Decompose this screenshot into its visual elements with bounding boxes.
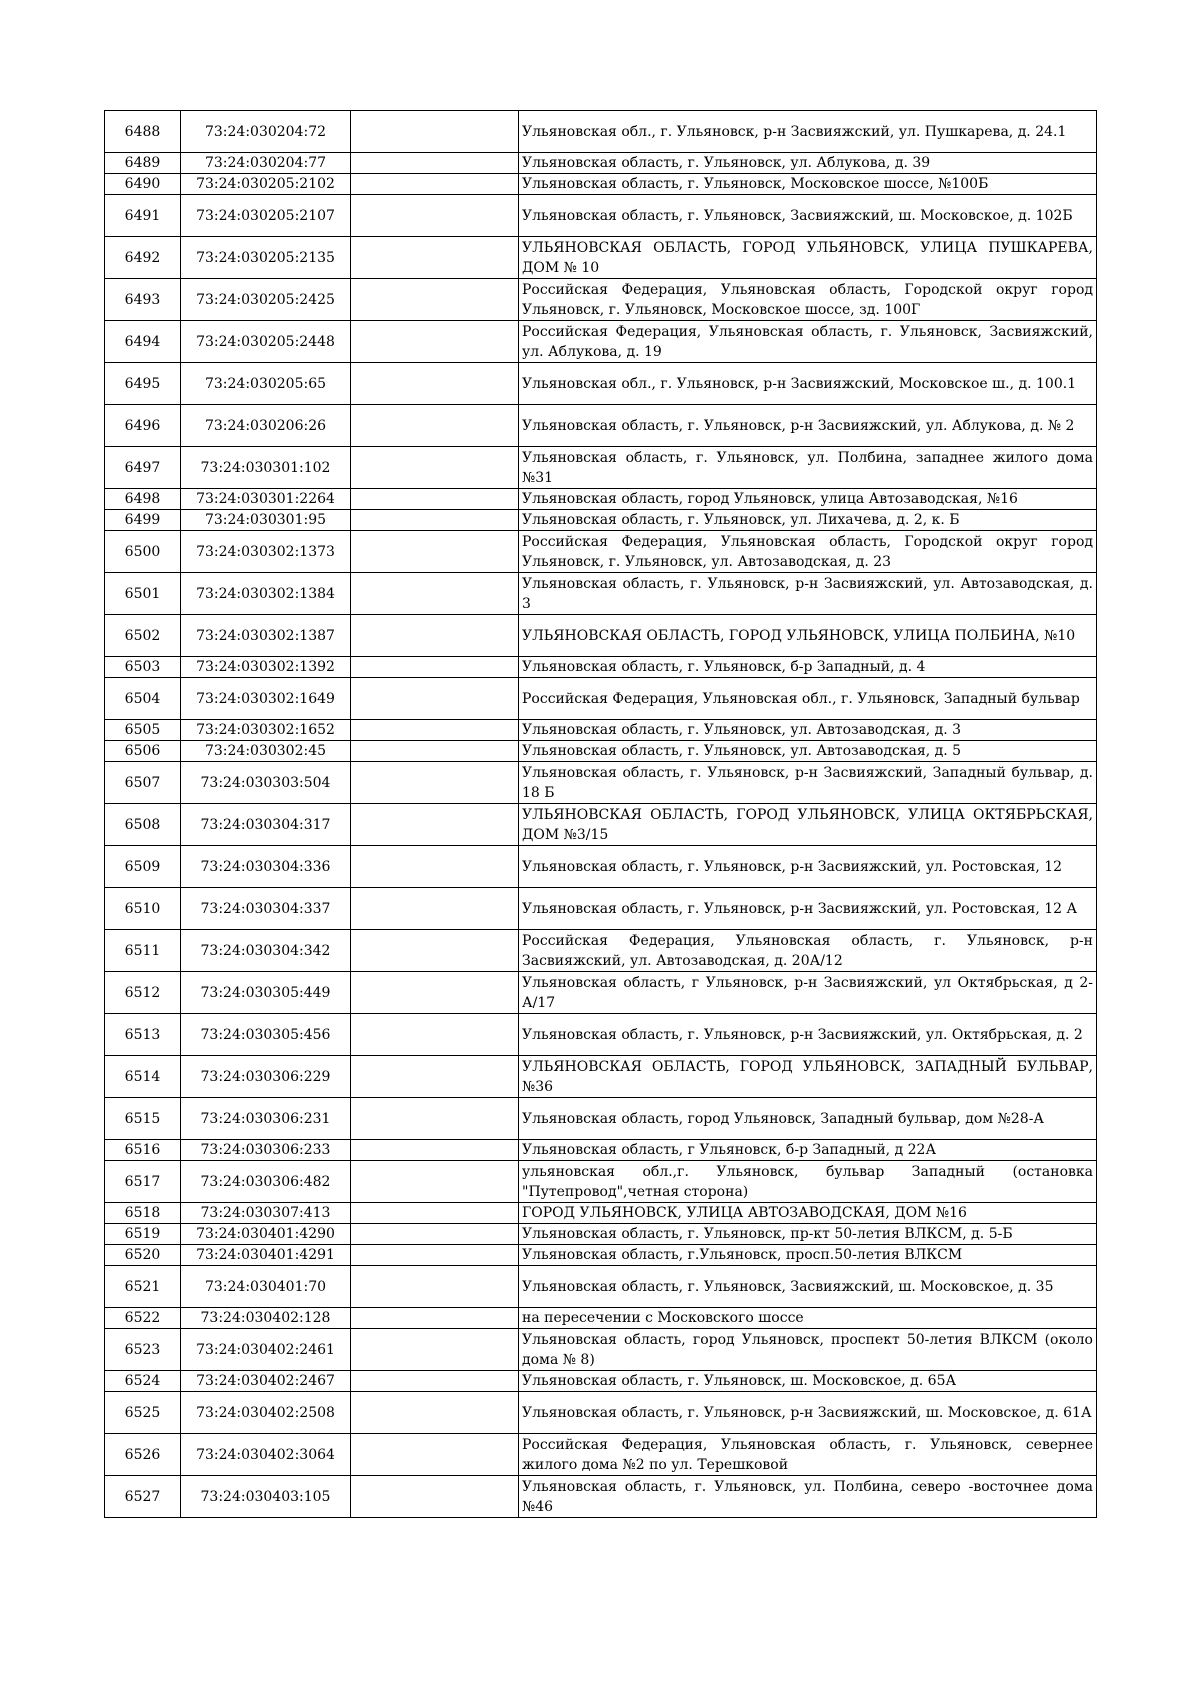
table-row: [105, 489, 1097, 510]
empty-cell: [351, 573, 519, 615]
cadastral-number-cell: 73:24:030302:1384: [181, 573, 351, 615]
address-cell: Ульяновская обл., г. Ульяновск, р-н Засвияжский, ул. Пушкарева, д. 24.1: [519, 111, 1097, 153]
table-row: [105, 237, 1097, 279]
empty-cell: [351, 762, 519, 804]
row-number-cell: 6509: [105, 846, 181, 888]
table-row: [105, 846, 1097, 888]
address-cell: Ульяновская область, г. Ульяновск, р-н Засвияжский, ул. Ростовская, 12 А: [519, 888, 1097, 930]
row-number-cell: 6498: [105, 489, 181, 510]
row-number-cell: 6497: [105, 447, 181, 489]
empty-cell: [351, 363, 519, 405]
empty-cell: [351, 1245, 519, 1266]
cadastral-number-cell: 73:24:030401:4290: [181, 1224, 351, 1245]
table-row: [105, 531, 1097, 573]
cadastral-number-cell: 73:24:030402:2508: [181, 1392, 351, 1434]
table-row: [105, 888, 1097, 930]
empty-cell: [351, 804, 519, 846]
empty-cell: [351, 1056, 519, 1098]
row-number-cell: 6494: [105, 321, 181, 363]
address-cell: Российская Федерация, Ульяновская область, г. Ульяновск, севернее жилого дома №2 по ул. Терешковой: [519, 1434, 1097, 1476]
empty-cell: [351, 405, 519, 447]
cadastral-number-cell: 73:24:030205:2102: [181, 174, 351, 195]
address-cell: Ульяновская область, г. Ульяновск, р-н Засвияжский, ул. Октябрьская, д. 2: [519, 1014, 1097, 1056]
address-cell: УЛЬЯНОВСКАЯ ОБЛАСТЬ, ГОРОД УЛЬЯНОВСК, ЗАПАДНЫЙ БУЛЬВАР, №36: [519, 1056, 1097, 1098]
row-number-cell: 6508: [105, 804, 181, 846]
empty-cell: [351, 510, 519, 531]
table-row: [105, 279, 1097, 321]
cadastral-number-cell: 73:24:030303:504: [181, 762, 351, 804]
row-number-cell: 6513: [105, 1014, 181, 1056]
empty-cell: [351, 195, 519, 237]
empty-cell: [351, 615, 519, 657]
address-cell: Ульяновская область, г. Ульяновск, б-р Западный, д. 4: [519, 657, 1097, 678]
cadastral-number-cell: 73:24:030304:342: [181, 930, 351, 972]
row-number-cell: 6523: [105, 1329, 181, 1371]
cadastral-number-cell: 73:24:030304:336: [181, 846, 351, 888]
address-cell: Российская Федерация, Ульяновская область, Городской округ город Ульяновск, г. Ульяновск, ул. Автозаводская, д. 23: [519, 531, 1097, 573]
table-row: [105, 678, 1097, 720]
cadastral-number-cell: 73:24:030403:105: [181, 1476, 351, 1518]
table-row: [105, 1329, 1097, 1371]
empty-cell: [351, 174, 519, 195]
address-cell: ульяновская обл.,г. Ульяновск, бульвар Западный (остановка "Путепровод",четная сторона): [519, 1161, 1097, 1203]
empty-cell: [351, 153, 519, 174]
row-number-cell: 6521: [105, 1266, 181, 1308]
row-number-cell: 6501: [105, 573, 181, 615]
table-row: [105, 1161, 1097, 1203]
address-cell: Ульяновская область, г. Ульяновск, р-н Засвияжский, ул. Автозаводская, д. 3: [519, 573, 1097, 615]
table-body: [105, 111, 1097, 1518]
address-cell: Ульяновская область, г. Ульяновск, ул. Автозаводская, д. 3: [519, 720, 1097, 741]
row-number-cell: 6502: [105, 615, 181, 657]
row-number-cell: 6516: [105, 1140, 181, 1161]
address-cell: Ульяновская область, г. Ульяновск, ул. Аблукова, д. 39: [519, 153, 1097, 174]
empty-cell: [351, 1140, 519, 1161]
row-number-cell: 6490: [105, 174, 181, 195]
cadastral-number-cell: 73:24:030307:413: [181, 1203, 351, 1224]
address-cell: Ульяновская область, город Ульяновск, улица Автозаводская, №16: [519, 489, 1097, 510]
cadastral-number-cell: 73:24:030205:2107: [181, 195, 351, 237]
cadastral-number-cell: 73:24:030302:1649: [181, 678, 351, 720]
empty-cell: [351, 1308, 519, 1329]
cadastral-number-cell: 73:24:030401:70: [181, 1266, 351, 1308]
empty-cell: [351, 447, 519, 489]
empty-cell: [351, 1224, 519, 1245]
table-row: [105, 573, 1097, 615]
empty-cell: [351, 741, 519, 762]
row-number-cell: 6524: [105, 1371, 181, 1392]
cadastral-number-cell: 73:24:030204:77: [181, 153, 351, 174]
empty-cell: [351, 1476, 519, 1518]
cadastral-number-cell: 73:24:030301:2264: [181, 489, 351, 510]
table-row: [105, 1098, 1097, 1140]
table-row: [105, 1140, 1097, 1161]
row-number-cell: 6520: [105, 1245, 181, 1266]
cadastral-number-cell: 73:24:030206:26: [181, 405, 351, 447]
cadastral-number-cell: 73:24:030302:1387: [181, 615, 351, 657]
address-cell: Ульяновская область, г. Ульяновск, ш. Московское, д. 65А: [519, 1371, 1097, 1392]
table-row: [105, 615, 1097, 657]
address-cell: Ульяновская область, г. Ульяновск, ул. Полбина, западнее жилого дома №31: [519, 447, 1097, 489]
table-row: [105, 804, 1097, 846]
cadastral-number-cell: 73:24:030302:1652: [181, 720, 351, 741]
table-row: [105, 1434, 1097, 1476]
cadastral-number-cell: 73:24:030301:102: [181, 447, 351, 489]
table-row: [105, 510, 1097, 531]
cadastral-number-cell: 73:24:030304:337: [181, 888, 351, 930]
address-cell: Ульяновская область, г. Ульяновск, р-н Засвияжский, ш. Московское, д. 61А: [519, 1392, 1097, 1434]
cadastral-number-cell: 73:24:030402:3064: [181, 1434, 351, 1476]
empty-cell: [351, 111, 519, 153]
row-number-cell: 6505: [105, 720, 181, 741]
row-number-cell: 6519: [105, 1224, 181, 1245]
row-number-cell: 6491: [105, 195, 181, 237]
address-cell: ГОРОД УЛЬЯНОВСК, УЛИЦА АВТОЗАВОДСКАЯ, ДОМ №16: [519, 1203, 1097, 1224]
table-row: [105, 363, 1097, 405]
row-number-cell: 6495: [105, 363, 181, 405]
land-plot-table: [104, 110, 1097, 1518]
address-cell: Ульяновская обл., г. Ульяновск, р-н Засвияжский, Московское ш., д. 100.1: [519, 363, 1097, 405]
cadastral-number-cell: 73:24:030402:128: [181, 1308, 351, 1329]
address-cell: Ульяновская область, г. Ульяновск, р-н Засвияжский, Западный бульвар, д. 18 Б: [519, 762, 1097, 804]
table-row: [105, 447, 1097, 489]
empty-cell: [351, 279, 519, 321]
table-row: [105, 720, 1097, 741]
cadastral-number-cell: 73:24:030304:317: [181, 804, 351, 846]
table-row: [105, 930, 1097, 972]
table-row: [105, 153, 1097, 174]
row-number-cell: 6488: [105, 111, 181, 153]
empty-cell: [351, 237, 519, 279]
address-cell: Ульяновская область, г Ульяновск, б-р Западный, д 22А: [519, 1140, 1097, 1161]
address-cell: Ульяновская область, г.Ульяновск, просп.50-летия ВЛКСМ: [519, 1245, 1097, 1266]
empty-cell: [351, 657, 519, 678]
cadastral-number-cell: 73:24:030204:72: [181, 111, 351, 153]
cadastral-number-cell: 73:24:030305:449: [181, 972, 351, 1014]
cadastral-number-cell: 73:24:030402:2461: [181, 1329, 351, 1371]
cadastral-number-cell: 73:24:030402:2467: [181, 1371, 351, 1392]
row-number-cell: 6504: [105, 678, 181, 720]
row-number-cell: 6517: [105, 1161, 181, 1203]
empty-cell: [351, 321, 519, 363]
empty-cell: [351, 846, 519, 888]
empty-cell: [351, 531, 519, 573]
table-row: [105, 1371, 1097, 1392]
row-number-cell: 6522: [105, 1308, 181, 1329]
cadastral-number-cell: 73:24:030306:233: [181, 1140, 351, 1161]
address-cell: Ульяновская область, г. Ульяновск, Засвияжский, ш. Московское, д. 35: [519, 1266, 1097, 1308]
empty-cell: [351, 1098, 519, 1140]
row-number-cell: 6503: [105, 657, 181, 678]
address-cell: Ульяновская область, г Ульяновск, р-н Засвияжский, ул Октябрьская, д 2-А/17: [519, 972, 1097, 1014]
empty-cell: [351, 1329, 519, 1371]
empty-cell: [351, 1392, 519, 1434]
cadastral-number-cell: 73:24:030302:1392: [181, 657, 351, 678]
address-cell: на пересечении с Московского шоссе: [519, 1308, 1097, 1329]
empty-cell: [351, 1434, 519, 1476]
table-row: [105, 1392, 1097, 1434]
address-cell: УЛЬЯНОВСКАЯ ОБЛАСТЬ, ГОРОД УЛЬЯНОВСК, УЛИЦА ПУШКАРЕВА, ДОМ № 10: [519, 237, 1097, 279]
empty-cell: [351, 1203, 519, 1224]
row-number-cell: 6527: [105, 1476, 181, 1518]
empty-cell: [351, 720, 519, 741]
address-cell: Ульяновская область, г. Ульяновск, ул. Автозаводская, д. 5: [519, 741, 1097, 762]
empty-cell: [351, 678, 519, 720]
row-number-cell: 6525: [105, 1392, 181, 1434]
table-row: [105, 321, 1097, 363]
address-cell: Российская Федерация, Ульяновская область, г. Ульяновск, Засвияжский, ул. Аблукова, д. 19: [519, 321, 1097, 363]
table-row: [105, 195, 1097, 237]
cadastral-number-cell: 73:24:030205:65: [181, 363, 351, 405]
table-row: [105, 405, 1097, 447]
table-row: [105, 1308, 1097, 1329]
cadastral-number-cell: 73:24:030302:45: [181, 741, 351, 762]
address-cell: Ульяновская область, г. Ульяновск, р-н Засвияжский, ул. Ростовская, 12: [519, 846, 1097, 888]
row-number-cell: 6510: [105, 888, 181, 930]
table-row: [105, 1014, 1097, 1056]
row-number-cell: 6518: [105, 1203, 181, 1224]
cadastral-number-cell: 73:24:030301:95: [181, 510, 351, 531]
address-cell: УЛЬЯНОВСКАЯ ОБЛАСТЬ, ГОРОД УЛЬЯНОВСК, УЛИЦА ОКТЯБРЬСКАЯ, ДОМ №3/15: [519, 804, 1097, 846]
row-number-cell: 6493: [105, 279, 181, 321]
address-cell: Российская Федерация, Ульяновская обл., г. Ульяновск, Западный бульвар: [519, 678, 1097, 720]
row-number-cell: 6511: [105, 930, 181, 972]
address-cell: УЛЬЯНОВСКАЯ ОБЛАСТЬ, ГОРОД УЛЬЯНОВСК, УЛИЦА ПОЛБИНА, №10: [519, 615, 1097, 657]
row-number-cell: 6496: [105, 405, 181, 447]
empty-cell: [351, 1014, 519, 1056]
address-cell: Ульяновская область, г. Ульяновск, ул. Полбина, северо -восточнее дома №46: [519, 1476, 1097, 1518]
row-number-cell: 6499: [105, 510, 181, 531]
row-number-cell: 6492: [105, 237, 181, 279]
empty-cell: [351, 1371, 519, 1392]
cadastral-number-cell: 73:24:030302:1373: [181, 531, 351, 573]
cadastral-number-cell: 73:24:030305:456: [181, 1014, 351, 1056]
table-row: [105, 1203, 1097, 1224]
row-number-cell: 6515: [105, 1098, 181, 1140]
row-number-cell: 6506: [105, 741, 181, 762]
cadastral-number-cell: 73:24:030306:229: [181, 1056, 351, 1098]
table-row: [105, 1224, 1097, 1245]
address-cell: Ульяновская область, г. Ульяновск, р-н Засвияжский, ул. Аблукова, д. № 2: [519, 405, 1097, 447]
cadastral-number-cell: 73:24:030306:231: [181, 1098, 351, 1140]
table-row: [105, 174, 1097, 195]
cadastral-number-cell: 73:24:030306:482: [181, 1161, 351, 1203]
row-number-cell: 6507: [105, 762, 181, 804]
cadastral-number-cell: 73:24:030401:4291: [181, 1245, 351, 1266]
table-row: [105, 1056, 1097, 1098]
address-cell: Ульяновская область, город Ульяновск, проспект 50-летия ВЛКСМ (около дома № 8): [519, 1329, 1097, 1371]
cadastral-number-cell: 73:24:030205:2135: [181, 237, 351, 279]
address-cell: Ульяновская область, г. Ульяновск, Московское шоссе, №100Б: [519, 174, 1097, 195]
table-row: [105, 111, 1097, 153]
empty-cell: [351, 930, 519, 972]
empty-cell: [351, 1161, 519, 1203]
row-number-cell: 6500: [105, 531, 181, 573]
table-row: [105, 1266, 1097, 1308]
address-cell: Ульяновская область, город Ульяновск, Западный бульвар, дом №28-А: [519, 1098, 1097, 1140]
row-number-cell: 6526: [105, 1434, 181, 1476]
address-cell: Российская Федерация, Ульяновская область, Городской округ город Ульяновск, г. Ульяновск, Московское шоссе, зд. 100Г: [519, 279, 1097, 321]
empty-cell: [351, 489, 519, 510]
cadastral-number-cell: 73:24:030205:2425: [181, 279, 351, 321]
table-row: [105, 1245, 1097, 1266]
cadastral-number-cell: 73:24:030205:2448: [181, 321, 351, 363]
table-row: [105, 972, 1097, 1014]
address-cell: Ульяновская область, г. Ульяновск, пр-кт 50-летия ВЛКСМ, д. 5-Б: [519, 1224, 1097, 1245]
row-number-cell: 6514: [105, 1056, 181, 1098]
address-cell: Российская Федерация, Ульяновская область, г. Ульяновск, р-н Засвияжский, ул. Автозаводская, д. 20А/12: [519, 930, 1097, 972]
table-row: [105, 741, 1097, 762]
row-number-cell: 6489: [105, 153, 181, 174]
address-cell: Ульяновская область, г. Ульяновск, Засвияжский, ш. Московское, д. 102Б: [519, 195, 1097, 237]
address-cell: Ульяновская область, г. Ульяновск, ул. Лихачева, д. 2, к. Б: [519, 510, 1097, 531]
table-row: [105, 762, 1097, 804]
table-row: [105, 657, 1097, 678]
empty-cell: [351, 1266, 519, 1308]
table-row: [105, 1476, 1097, 1518]
empty-cell: [351, 972, 519, 1014]
empty-cell: [351, 888, 519, 930]
row-number-cell: 6512: [105, 972, 181, 1014]
